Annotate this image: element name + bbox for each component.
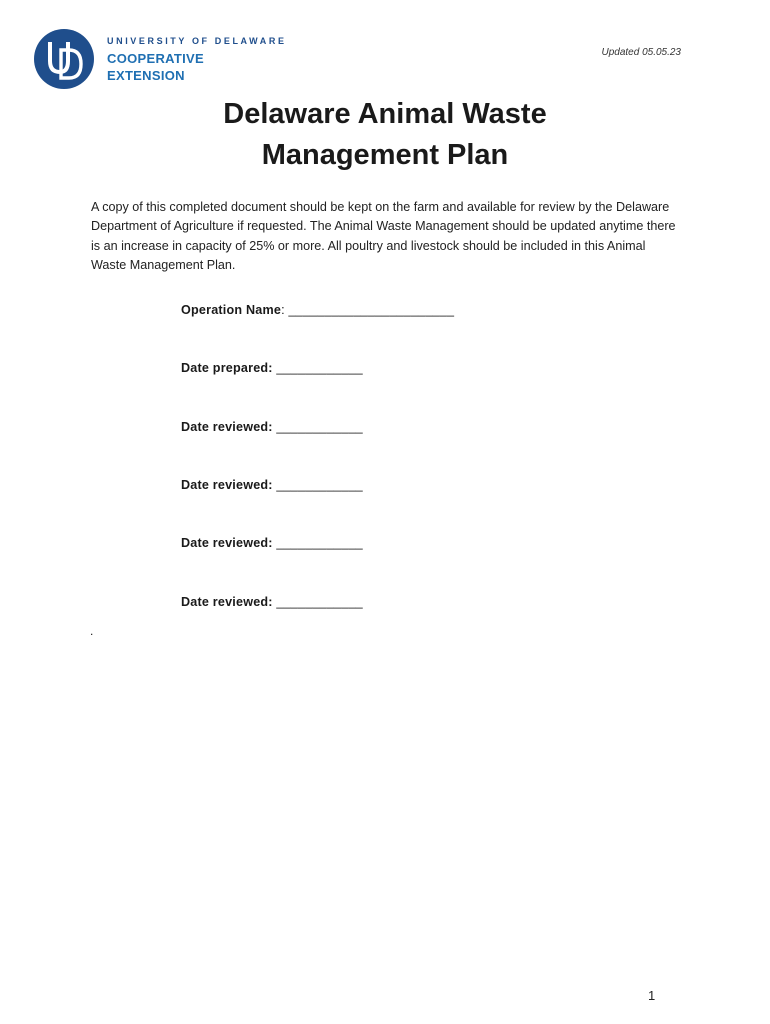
field-blank[interactable]: ____________ [272,536,363,550]
operation-name-field[interactable] [181,303,454,317]
document-title [0,94,770,176]
updated-date: Updated 05.05.23 [601,47,681,58]
date-reviewed-field-3[interactable] [181,536,363,550]
trailing-period: . [90,624,94,638]
date-reviewed-field-4[interactable] [181,595,363,609]
logo-extension-text: EXTENSION [107,68,185,83]
intro-paragraph: A copy of this completed document should be kept on the farm and available for review by the Delaware Department of Agriculture if requested. The Animal Waste Management should be updated anytime there is an increase in capacity of 25% or more. All poultry and livestock should be included in this Animal Waste Management Plan. [91,200,676,272]
ud-cooperative-extension-logo [33,28,287,92]
ud-seal-icon [33,28,95,90]
logo-cooperative-text: COOPERATIVE [107,51,204,66]
field-blank[interactable]: ____________ [272,420,363,434]
field-label: Date reviewed: [181,420,273,434]
field-label: Date prepared: [181,361,273,375]
date-prepared-field[interactable] [181,361,363,375]
field-label: Date reviewed: [181,536,273,550]
field-blank[interactable]: ____________ [272,478,363,492]
field-blank[interactable]: _______________________ [284,303,455,317]
field-blank[interactable]: ____________ [272,361,363,375]
field-blank[interactable]: ____________ [272,595,363,609]
date-reviewed-field-1[interactable] [181,420,363,434]
logo-university-text: UNIVERSITY OF DELAWARE [107,36,287,46]
title-line-1: Delaware Animal Waste [223,98,547,130]
field-label: Date reviewed: [181,478,273,492]
page-number: 1 [648,988,656,1003]
date-reviewed-field-2[interactable] [181,478,363,492]
field-separator: : [281,303,285,317]
field-label: Operation Name [181,303,282,317]
field-label: Date reviewed: [181,595,273,609]
title-line-2: Management Plan [261,139,509,171]
